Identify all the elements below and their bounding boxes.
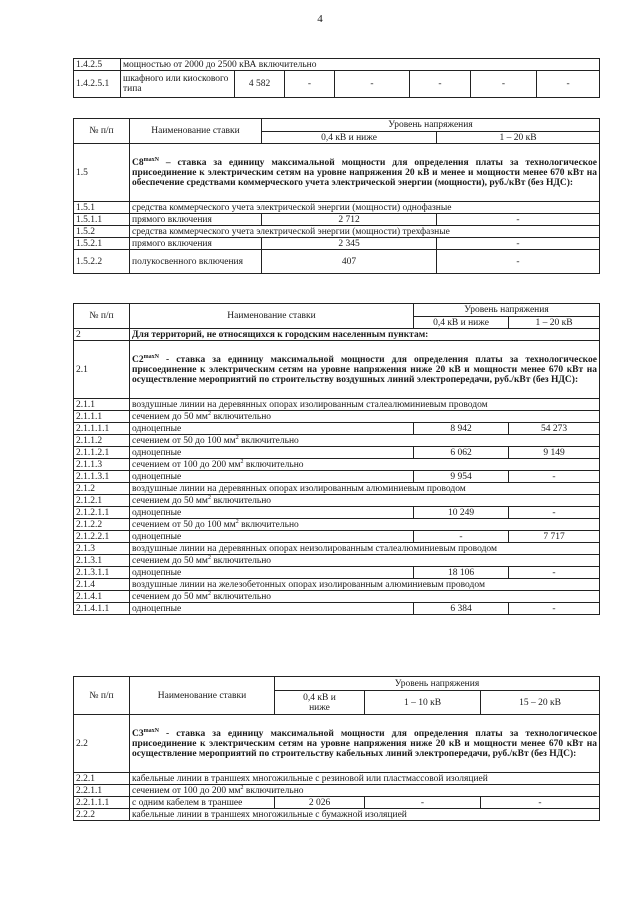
rate-text: – ставка за единицу максимальной мощности для определения платы за технологическое присоединение к электрическим сетям на уровне напряжения 20 кВ и менее и мощности менее 670 кВт на обеспечение средствами коммерческого учета электрической энергии (мощности), руб./кВт (без НДС): [132,157,597,188]
row-number: 1.5.1.1 [74,214,130,226]
value-cell: 54 273 [509,423,600,435]
rate-description [130,341,600,399]
row-name: одноцепные [130,471,414,483]
value-cell: 8 942 [414,423,509,435]
value-cell: 18 106 [414,567,509,579]
row-text-main: сечением от 50 до 100 мм [132,435,236,446]
row-number: 2.2.2 [74,809,130,821]
table-row [74,495,600,507]
table-row [74,411,600,423]
row-name: одноцепные [130,507,414,519]
table-row [74,785,600,797]
row-text-sup: 2 [240,784,244,791]
value-cell: - [471,71,537,98]
header-level: Уровень напряжения [262,119,600,132]
row-name: прямого включения [130,214,262,226]
row-number: 1.4.2.5 [74,59,121,71]
row-text-main: сечением от 50 до 100 мм [132,519,236,530]
row-number: 2.1.1.2.1 [74,447,130,459]
header-level: Уровень напряжения [414,304,600,317]
rate-number: 1.5 [74,144,130,202]
row-number: 2.1.4.1.1 [74,603,130,615]
table-row [74,773,600,785]
rate-row [74,715,600,773]
row-number: 2.2.1.1 [74,785,130,797]
row-number: 1.5.2 [74,226,130,238]
row-text-sup: 2 [207,410,211,417]
value-cell: 2 345 [262,238,437,250]
header-col: 1 – 20 кВ [437,132,600,144]
row-text-tail: включительно [238,435,299,446]
header-num: № п/п [74,304,130,329]
value-cell: 6 384 [414,603,509,615]
row-number: 2.1.3.1 [74,555,130,567]
row-text-sup: 2 [235,518,239,525]
row-number: 1.5.2.2 [74,250,130,274]
rate-row [74,144,600,202]
rate-symbol: C2 [132,354,144,365]
rate-number: 2.1 [74,341,130,399]
table-row [74,423,600,435]
row-text: воздушные линии на железобетонных опорах изолированным алюминиевым проводом [130,579,600,591]
value-cell: - [335,71,410,98]
table-row [74,519,600,531]
rate-superscript: maxN [143,156,159,163]
row-number: 2.1.1.3 [74,459,130,471]
table-row [74,59,600,71]
value-cell: 407 [262,250,437,274]
header-col: 0,4 кВ и ниже [262,132,437,144]
row-text-tail: включительно [210,591,272,602]
row-text [130,591,600,603]
row-text: воздушные линии на деревянных опорах изолированным сталеалюминиевым проводом [130,399,600,411]
row-text: мощностью от 2000 до 2500 кВА включительно [121,59,600,71]
row-text-main: сечением от 100 до 200 мм [132,785,241,796]
row-name: одноцепные [130,603,414,615]
value-cell: - [509,567,600,579]
row-text-main: сечением до 50 мм [132,555,208,566]
row-name: с одним кабелем в траншее [130,797,275,809]
row-number: 2.1.3.1.1 [74,567,130,579]
value-cell: - [481,797,600,809]
table-row [74,238,600,250]
row-number: 2.1.1.3.1 [74,471,130,483]
table-row [74,543,600,555]
value-cell: 6 062 [414,447,509,459]
table-row [74,591,600,603]
row-text [130,411,600,423]
header-name: Наименование ставки [130,119,262,144]
row-text: кабельные линии в траншеях многожильные с бумажной изоляцией [130,809,600,821]
row-number: 1.4.2.5.1 [74,71,121,98]
value-cell: 7 717 [509,531,600,543]
row-text-tail: включительно [210,411,272,422]
row-text-tail: включительно [238,519,299,530]
header-name: Наименование ставки [130,677,275,715]
table-row [74,226,600,238]
section-title: Для территорий, не относящихся к городским населенным пунктам: [130,329,600,341]
row-text-sup: 2 [207,590,211,597]
row-number: 2.1.2.2.1 [74,531,130,543]
table-row [74,555,600,567]
row-text-sup: 2 [207,554,211,561]
value-cell: - [509,603,600,615]
row-text-main: сечением до 50 мм [132,411,208,422]
header-row [74,119,600,132]
row-text [130,495,600,507]
row-name: полукосвенного включения [130,250,262,274]
row-text [130,459,600,471]
row-text-tail: включительно [210,495,272,506]
row-text-main: сечением до 50 мм [132,495,208,506]
table-continued [73,58,600,98]
row-text: средства коммерческого учета электрической энергии (мощности) однофазные [130,202,600,214]
table-row [74,250,600,274]
table-row [74,214,600,226]
table-row [74,603,600,615]
header-col: 0,4 кВ и ниже [275,691,365,715]
table-row [74,471,600,483]
table-metering [73,118,600,274]
table-row [74,809,600,821]
rate-description [130,715,600,773]
row-name: одноцепные [130,423,414,435]
header-num: № п/п [74,119,130,144]
table-row [74,202,600,214]
header-row [74,304,600,317]
row-text-sup: 2 [235,434,239,441]
row-number: 2.1.1.2 [74,435,130,447]
value-cell: 2 712 [262,214,437,226]
header-num: № п/п [74,677,130,715]
row-number: 2.1.3 [74,543,130,555]
row-name: шкафного или киоскового типа [121,71,235,98]
row-text [130,785,600,797]
page-number: 4 [317,13,323,25]
table-overhead-lines [73,303,600,615]
row-number: 2.1.2.1 [74,495,130,507]
header-col: 0,4 кВ и ниже [414,317,509,329]
header-row [74,677,600,691]
table-cable-lines [73,676,600,821]
section-number: 2 [74,329,130,341]
header-col: 1 – 10 кВ [365,691,481,715]
row-text: средства коммерческого учета электрической энергии (мощности) трехфазные [130,226,600,238]
row-number: 2.1.4.1 [74,591,130,603]
value-cell: - [437,214,600,226]
row-number: 2.1.2.2 [74,519,130,531]
row-text-tail: включительно [243,785,304,796]
section-row [74,329,600,341]
rate-row [74,341,600,399]
rate-description [130,144,600,202]
table-row [74,399,600,411]
header-name: Наименование ставки [130,304,414,329]
table-row [74,435,600,447]
rate-text: - ставка за единицу максимальной мощности для определения платы за технологическое присоединение к электрическим сетям на уровне напряжения ниже 20 кВ и мощности менее 670 кВт на осуществление мероприятий по строительству воздушных линий электропередачи, руб./кВт (без НДС): [132,354,597,385]
table-row [74,483,600,495]
row-text-tail: включительно [210,555,272,566]
table-row [74,579,600,591]
row-number: 2.1.1.1 [74,411,130,423]
row-text [130,555,600,567]
rate-superscript: maxN [143,353,159,360]
row-text-main: сечением от 100 до 200 мм [132,459,241,470]
table-row [74,531,600,543]
row-number: 2.2.1.1.1 [74,797,130,809]
table-row [74,567,600,579]
table-row [74,797,600,809]
value-cell: - [437,238,600,250]
rate-text: - ставка за единицу максимальной мощности для определения платы за технологическое присоединение к электрическим сетям на уровне напряжения ниже 20 кВ и мощности менее 670 кВт на осуществление мероприятий по строительству кабельных линий электропередачи, руб./кВт (без НДС): [132,728,598,759]
value-cell: - [285,71,335,98]
rate-number: 2.2 [74,715,130,773]
row-text: кабельные линии в траншеях многожильные с резиновой или пластмассовой изоляцией [130,773,600,785]
value-cell: - [437,250,600,274]
row-text-sup: 2 [240,458,244,465]
rate-superscript: maxN [143,727,159,734]
header-level: Уровень напряжения [275,677,600,691]
table-row [74,71,600,98]
value-cell: - [410,71,471,98]
value-cell: - [509,471,600,483]
header-col: 1 – 20 кВ [509,317,600,329]
row-text: воздушные линии на деревянных опорах изолированным алюминиевым проводом [130,483,600,495]
row-number: 1.5.1 [74,202,130,214]
row-text-tail: включительно [243,459,304,470]
value-cell: - [414,531,509,543]
value-cell: 9 149 [509,447,600,459]
row-name: прямого включения [130,238,262,250]
row-number: 1.5.2.1 [74,238,130,250]
rate-symbol: C3 [132,728,144,739]
value-cell: 2 026 [275,797,365,809]
table-row [74,459,600,471]
row-text [130,519,600,531]
value-cell: - [509,507,600,519]
row-text-main: сечением до 50 мм [132,591,208,602]
row-number: 2.1.2.1.1 [74,507,130,519]
rate-symbol: C8 [132,157,144,168]
row-text [130,435,600,447]
row-name: одноцепные [130,567,414,579]
value-cell: - [365,797,481,809]
row-number: 2.2.1 [74,773,130,785]
row-number: 2.1.1 [74,399,130,411]
table-row [74,447,600,459]
value-cell: 4 582 [235,71,285,98]
row-text: воздушные линии на деревянных опорах неизолированным сталеалюминиевым проводом [130,543,600,555]
row-number: 2.1.1.1.1 [74,423,130,435]
header-col: 15 – 20 кВ [481,691,600,715]
row-name: одноцепные [130,531,414,543]
row-number: 2.1.2 [74,483,130,495]
row-number: 2.1.4 [74,579,130,591]
table-row [74,507,600,519]
row-text-sup: 2 [207,494,211,501]
value-cell: 9 954 [414,471,509,483]
row-name: одноцепные [130,447,414,459]
value-cell: 10 249 [414,507,509,519]
value-cell: - [537,71,600,98]
